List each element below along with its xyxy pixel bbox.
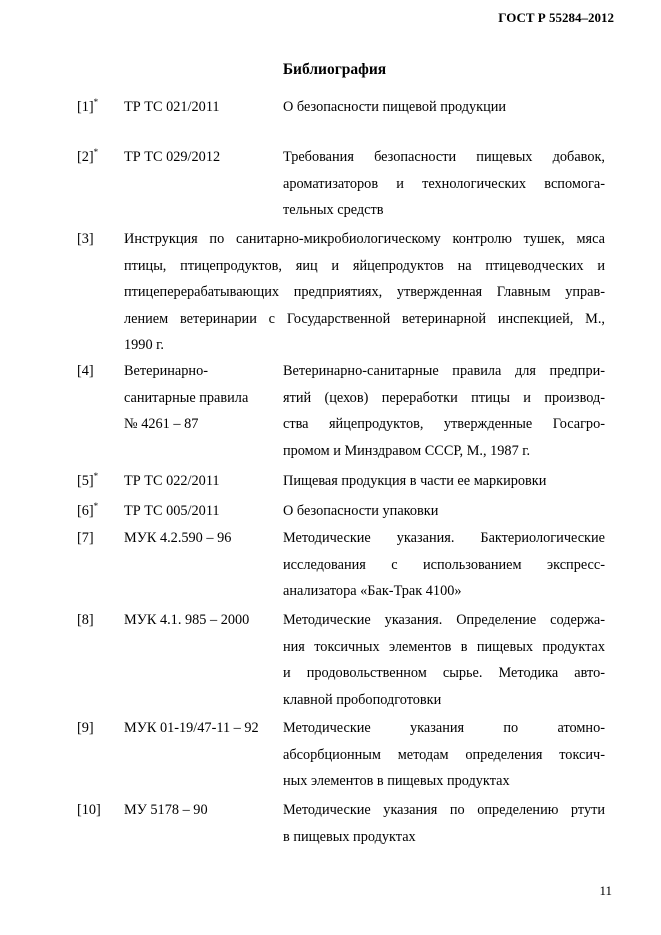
entry-description — [283, 468, 605, 495]
description-line: ных элементов в пищевых продуктах — [283, 773, 510, 789]
entry-number: [1]* — [77, 97, 99, 115]
description-line: Методические указания по атомно- — [283, 720, 605, 736]
code-line: санитарные правила — [124, 389, 249, 406]
description-line: клавной пробоподготовки — [283, 691, 442, 708]
footnote-star: * — [93, 147, 99, 157]
entry-number: [9] — [77, 720, 94, 736]
description-line: птицеперерабатывающих предприятиях, утвержденная Главным управ- — [124, 284, 605, 300]
entry-code: ТР ТС 005/2011 — [124, 503, 220, 519]
description-line: Методические указания. Определение содержа- — [283, 612, 605, 628]
bibliography-entry — [77, 226, 605, 358]
entry-code: МУК 01-19/47-11 – 92 — [124, 720, 259, 736]
description-line: Ветеринарно-санитарные правила для предпри- — [283, 363, 605, 379]
entry-code: МУ 5178 – 90 — [124, 802, 208, 818]
description-line: Методические указания. Бактериологические — [283, 530, 605, 546]
description-line: в пищевых продуктах — [283, 828, 416, 845]
description-line: и продовольственном сырье. Методика авто- — [283, 665, 605, 681]
entry-number: [8] — [77, 612, 94, 628]
entry-code: МУК 4.2.590 – 96 — [124, 530, 232, 546]
page-number: 11 — [599, 883, 612, 898]
entry-description — [283, 797, 605, 850]
description-line: Инструкция по санитарно-микробиологическому контролю тушек, мяса — [124, 231, 605, 247]
footnote-star: * — [93, 501, 99, 511]
description-line: анализатора «Бак-Трак 4100» — [283, 583, 462, 599]
footnote-star: * — [93, 97, 99, 107]
entry-number: [2]* — [77, 147, 99, 165]
entry-code: ТР ТС 029/2012 — [124, 149, 221, 165]
bibliography-entry — [77, 525, 605, 607]
bibliography-entry — [77, 468, 605, 498]
description-line: промом и Минздравом СССР, М., 1987 г. — [283, 442, 531, 459]
entry-description — [283, 715, 605, 795]
description-line: О безопасности пищевой продукции — [283, 99, 507, 115]
code-line: Ветеринарно- — [124, 363, 208, 379]
entry-description — [283, 525, 605, 605]
entry-code: ТР ТС 022/2011 — [124, 473, 220, 489]
bibliography-entry — [77, 358, 605, 468]
entry-number: [3] — [77, 231, 94, 247]
entry-number: [6]* — [77, 501, 99, 519]
description-line: тельных средств — [283, 202, 384, 218]
entry-code: МУК 4.1. 985 – 2000 — [124, 612, 250, 628]
standard-code-header: ГОСТ Р 55284–2012 — [498, 10, 614, 25]
entry-description — [283, 144, 605, 224]
description-line: исследования с использованием экспресс- — [283, 556, 605, 573]
entry-number: [5]* — [77, 471, 99, 489]
description-line: ятий (цехов) переработки птицы и производ- — [283, 389, 605, 406]
bibliography-entry — [77, 144, 605, 226]
entry-description — [283, 607, 605, 713]
description-line: ства яйцепродуктов, утвержденные Госагро- — [283, 416, 605, 432]
entry-number: [10] — [77, 802, 101, 818]
bibliography-entry — [77, 797, 605, 853]
page-title: Библиография — [282, 61, 387, 78]
entry-description — [283, 94, 605, 121]
entry-description — [283, 358, 605, 464]
entry-number: [4] — [77, 363, 94, 379]
bibliography-entry — [77, 94, 605, 144]
code-line: № 4261 – 87 — [124, 416, 199, 432]
description-line: О безопасности упаковки — [283, 503, 439, 519]
bibliography-list — [77, 94, 605, 853]
description-line: Пищевая продукция в части ее маркировки — [283, 473, 547, 489]
description-line: ния токсичных элементов в пищевых продуктах — [283, 638, 605, 655]
bibliography-entry — [77, 607, 605, 715]
bibliography-entry — [77, 498, 605, 525]
description-line: лением ветеринарии с Государственной ветеринарной инспекцией, М., — [124, 310, 605, 327]
footnote-star: * — [93, 471, 99, 481]
entry-code: ТР ТС 021/2011 — [124, 99, 220, 115]
description-line: птицы, птицепродуктов, яиц и яйцепродуктов на птицеводческих и — [124, 257, 605, 274]
entry-description — [124, 226, 605, 359]
description-line: 1990 г. — [124, 337, 164, 353]
entry-number: [7] — [77, 530, 94, 546]
description-line: Требования безопасности пищевых добавок, — [283, 149, 605, 165]
entry-description — [283, 498, 605, 525]
description-line: Методические указания по определению ртути — [283, 802, 605, 818]
bibliography-entry — [77, 715, 605, 797]
entry-code — [124, 358, 279, 438]
description-line: абсорбционным методам определения токсич- — [283, 746, 605, 763]
description-line: ароматизаторов и технологических вспомога- — [283, 175, 605, 192]
